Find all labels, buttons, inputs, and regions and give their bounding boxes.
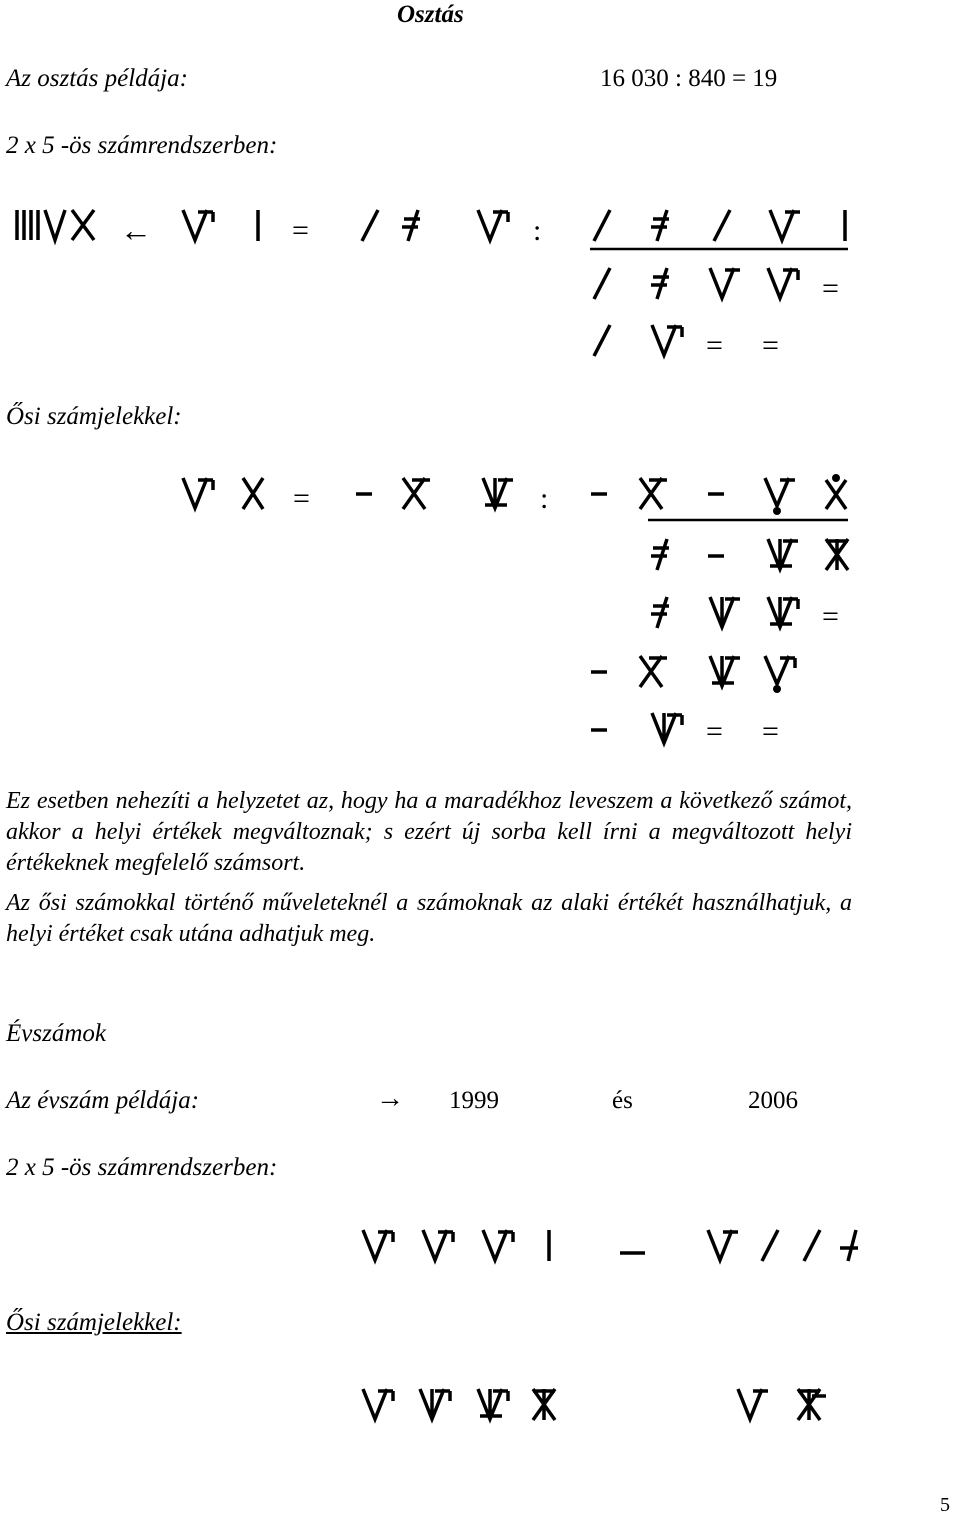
years-ancient-label: Ősi számjelekkel:	[6, 1309, 182, 1336]
division-example-label: Az osztás példája:	[6, 65, 188, 92]
glyph-digit	[478, 1389, 508, 1419]
glyph-digit	[363, 1389, 393, 1419]
glyph-equals: =	[762, 715, 779, 748]
glyph-digit	[420, 1389, 450, 1419]
year-example-label: Az évszám példája:	[6, 1087, 200, 1114]
glyph-digit	[738, 1389, 768, 1419]
page-number: 5	[940, 1494, 950, 1516]
years-base-label: 2 x 5 -ös számrendszerben:	[6, 1154, 278, 1181]
glyph-equals: =	[706, 329, 723, 362]
glyph-digit	[533, 1389, 555, 1420]
explanation-paragraph: Ez esetben nehezíti a helyzetet az, hogy ha a maradékhoz leveszem a következő számot, akkor a helyi értékek megváltoznak; s ezért új sorba kell írni a megváltozott helyi értékeknek megfelelő számsort.	[6, 788, 852, 876]
years-heading: Évszámok	[6, 1020, 106, 1047]
glyph-equals: =	[822, 600, 839, 633]
glyph-equals: =	[762, 329, 779, 362]
division-example-expression: 16 030 : 840 = 19	[600, 65, 778, 92]
glyph-colon: :	[540, 482, 549, 515]
year-example-year2: 2006	[748, 1087, 798, 1114]
year-example-arrow: →	[376, 1083, 404, 1114]
glyph-digit	[798, 1389, 826, 1420]
glyph-colon: :	[533, 214, 542, 247]
year-example-conjunction: és	[612, 1087, 633, 1114]
ancient-label: Ősi számjelekkel:	[6, 403, 182, 430]
glyph-equals: =	[822, 272, 839, 305]
year-example-year1: 1999	[449, 1087, 499, 1114]
glyph-arrow-left: ←	[120, 212, 152, 248]
page-title: Osztás	[397, 1, 464, 28]
glyph-equals: =	[706, 715, 723, 748]
glyph-equals: =	[292, 214, 309, 247]
explanation-paragraph-2: Az ősi számokkal történő műveleteknél a számoknak az alaki értékét használhatjuk, a helyi értéket csak utána adhatjuk meg.	[6, 890, 852, 947]
base-2x5-label: 2 x 5 -ös számrendszerben:	[6, 132, 278, 159]
glyph-equals: =	[293, 482, 310, 515]
